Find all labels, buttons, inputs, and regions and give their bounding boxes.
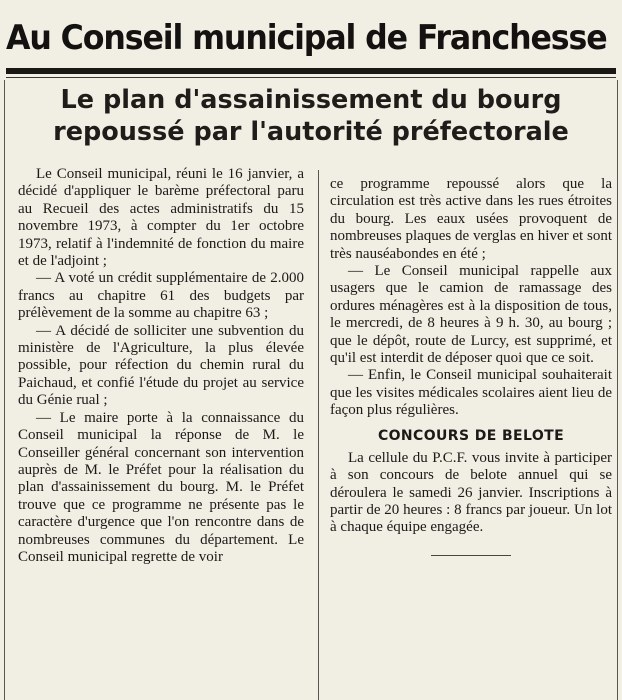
article-left-column [18, 166, 304, 566]
article-paragraph: — A décidé de solliciter une subvention du ministère de l'Agriculture, la plus élevée possible, pour réfection du chemin rural du Paichaud, et confié l'étude du projet au service du Génie rual ; [18, 322, 304, 409]
article-paragraph: — Le Conseil municipal rappelle aux usagers que le camion de ramassage des ordures ménagères est à la disposition de tous, le mercredi, de 8 heures à 9 h. 30, au bourg ; que le dépôt, route de Lurcy, est supprimé, et qu'il est interdit de déposer quoi que ce soit. [330, 263, 612, 367]
headline-line-2: repoussé par l'autorité préfectorale [53, 117, 569, 147]
left-border-rule [4, 80, 5, 700]
article-paragraph: — Le maire porte à la connaissance du Conseil municipal la réponse de M. le Conseiller général concernant son intervention auprès de M. le Préfet pour la réalisation du plan d'assainissement du bourg. M. le Préfet trouve que ce programme ne présente pas le caractère d'urgence que l'on rencontre dans de nombreuses communes du département. Le Conseil municipal regrette de voir [18, 409, 304, 565]
belote-subheading: CONCOURS DE BELOTE [377, 427, 565, 444]
article-headline [24, 84, 598, 148]
right-border-rule [617, 80, 618, 700]
article-paragraph: — A voté un crédit supplémentaire de 2.000 francs au chapitre 61 des budgets par prélèvement de la somme au chapitre 63 ; [18, 270, 304, 322]
masthead-title: Au Conseil municipal de Franchesse [6, 18, 607, 58]
article-paragraph: Le Conseil municipal, réuni le 16 janvier, a décidé d'appliquer le barème préfectoral paru au Recueil des actes administratifs du 15 novembre 1973, à compter du 1er octobre 1973, relatif à l'indemnité de fonction du maire et de l'adjoint ; [18, 166, 304, 270]
masthead-rule-thin [6, 77, 616, 78]
article-paragraph-continuation: ce programme repoussé alors que la circulation est très active dans les rues étroites du bourg. Les eaux usées provoquent de nombreuses plaques de verglas en hiver et sont très nauséabondes en été ; [330, 176, 612, 262]
belote-paragraph: La cellule du P.C.F. vous invite à participer à son concours de belote annuel qui se déroulera le samedi 26 janvier. Inscriptions à partir de 20 heures : 8 francs par joueur. Un lot à chaque équipe engagée. [330, 449, 612, 536]
article-end-rule [431, 555, 511, 556]
article-right-column [330, 176, 612, 556]
masthead-rule-thick [6, 68, 616, 74]
headline-line-1: Le plan d'assainissement du bourg [60, 85, 562, 115]
article-paragraph: — Enfin, le Conseil municipal souhaiterait que les visites médicales scolaires aient lieu de façon plus régulières. [330, 367, 612, 419]
column-divider [318, 170, 319, 700]
